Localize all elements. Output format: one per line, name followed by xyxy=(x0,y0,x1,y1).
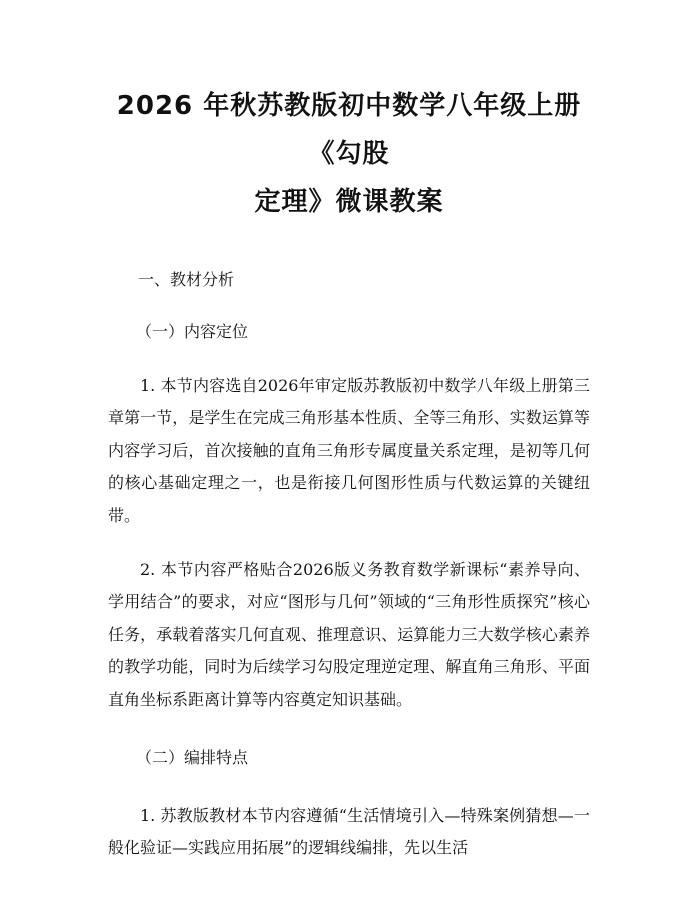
title-line-1: 2026 年秋苏教版初中数学八年级上册《勾股 xyxy=(116,91,582,169)
title-line-2: 定理》微课教案 xyxy=(254,187,444,217)
paragraph-1: 1. 本节内容选自2026年审定版苏教版初中数学八年级上册第三章第一节，是学生在完成三角形基本性质、全等三角形、实数运算等内容学习后，首次接触的直角三角形专属度量关系定理，是初等几何的核心基础定理之一，也是衔接几何图形性质与代数运算的关键纽带。 xyxy=(108,376,590,525)
subsection-heading-content-positioning: （一）内容定位 xyxy=(136,322,249,341)
paragraph-3: 1. 苏教版教材本节内容遵循“生活情境引入—特殊案例猜想—一般化验证—实践应用拓展”的逻辑线编排，先以生活 xyxy=(108,806,590,858)
section-heading-teaching-material-analysis: 一、教材分析 xyxy=(138,270,235,289)
document-title xyxy=(108,0,590,226)
subsection-heading-arrangement-features: （二）编排特点 xyxy=(136,748,249,768)
paragraph-2: 2. 本节内容严格贴合2026版义务教育数学新课标“素养导向、学用结合”的要求，对应“图形与几何”领域的“三角形性质探究”核心任务，承载着落实几何直观、推理意识、运算能力三大数学核心素养的教学功能，同时为后续学习勾股定理逆定理、解直角三角形、平面直角坐标系距离计算等内容奠定知识基础。 xyxy=(108,560,590,709)
document-body xyxy=(108,264,590,865)
